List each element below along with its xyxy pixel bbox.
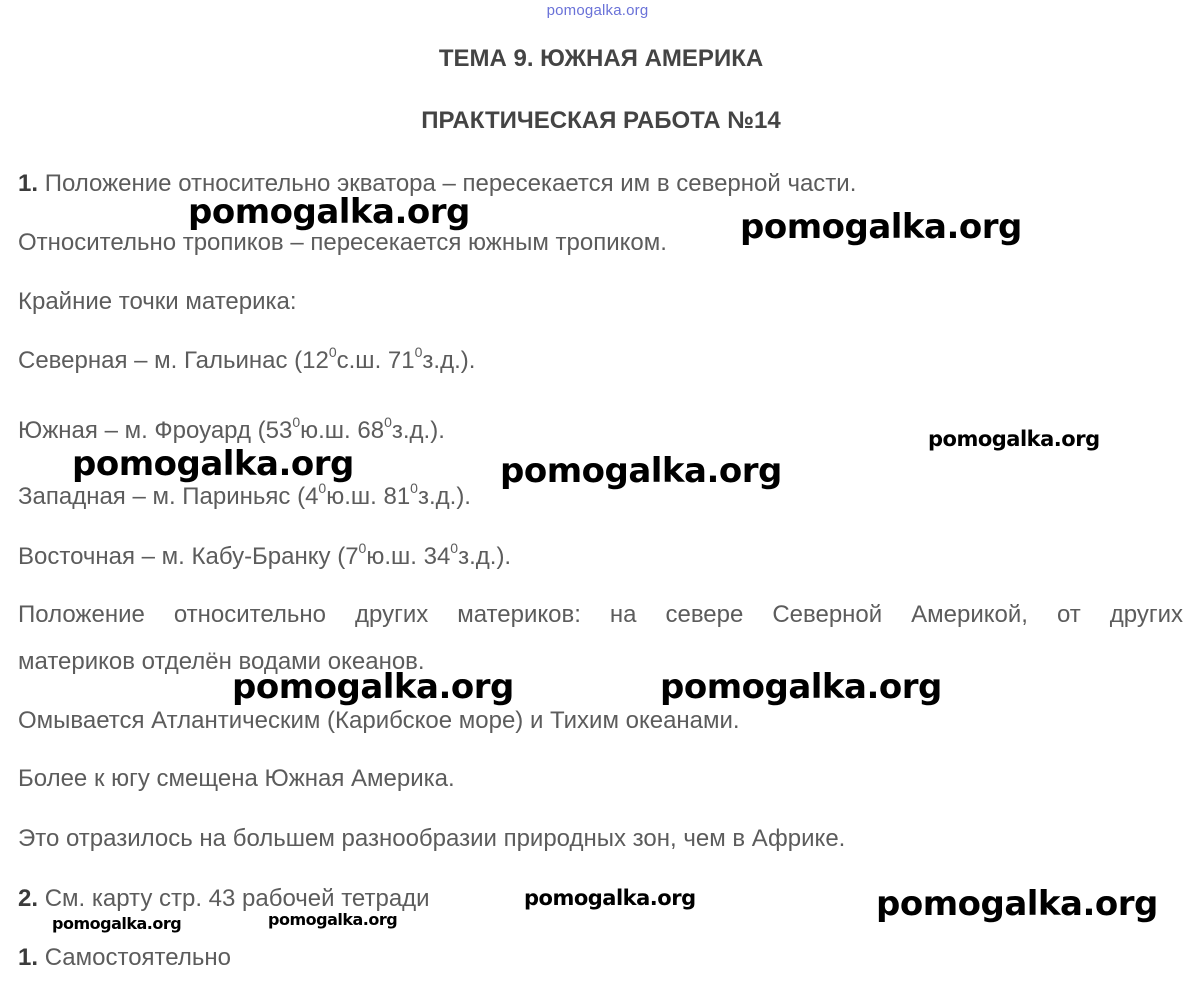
topic-title: ТЕМА 9. ЮЖНАЯ АМЕРИКА — [438, 45, 764, 72]
degree-sign: 0 — [318, 480, 327, 496]
watermark: pomogalka.org — [72, 444, 354, 484]
tropics-line: Относительно тропиков – пересекается южным тропиком. — [18, 229, 667, 256]
watermark: pomogalka.org — [660, 667, 942, 707]
extreme-points-heading: Крайние точки материка: — [18, 288, 297, 315]
degree-sign: 0 — [414, 344, 423, 360]
oceans-line: Омывается Атлантическим (Карибское море) и Тихим океанами. — [18, 707, 740, 734]
question-3-number: 1. — [18, 944, 39, 971]
question-3-text: Самостоятельно — [44, 944, 231, 971]
watermark: pomogalka.org — [268, 910, 398, 929]
question-1-number: 1. — [18, 170, 39, 197]
degree-sign: 0 — [358, 540, 367, 556]
degree-sign: 0 — [410, 480, 418, 496]
watermark: pomogalka.org — [500, 451, 782, 491]
question-3-line — [18, 944, 231, 972]
natural-zones-line: Это отразилось на большем разнообразии природных зон, чем в Африке. — [18, 825, 846, 852]
watermark: pomogalka.org — [188, 192, 470, 232]
question-2-text: См. карту стр. 43 рабочей тетради — [44, 885, 430, 912]
north-point-line: Северная – м. Гальинас ($12^0с.ш$. $71^0з.д$.). — [18, 344, 476, 374]
question-2-line — [18, 885, 430, 913]
watermark: pomogalka.org — [876, 884, 1158, 924]
other-continents-line-1: Положение относительно других материков: на севере Северной Америкой, от других — [18, 601, 1183, 628]
degree-sign: 0 — [328, 344, 337, 360]
east-point-line: Восточная – м. Кабу-Бранку ($7^0ю.ш$. $34^0з.д$.). — [18, 540, 512, 570]
west-point-line: Западная – м. Париньяс ($4^0ю.ш$. $81^0з.д$.). — [18, 480, 471, 510]
watermark: pomogalka.org — [232, 667, 514, 707]
south-shift-line: Более к югу смещена Южная Америка. — [18, 765, 455, 792]
question-1-text: Положение относительно экватора – пересекается им в северной части. — [44, 170, 857, 197]
watermark: pomogalka.org — [52, 914, 182, 933]
watermark: pomogalka.org — [740, 207, 1022, 247]
degree-sign: 0 — [384, 414, 392, 430]
other-continents-line-2: материков отделён водами океанов. — [18, 648, 425, 675]
question-2-number: 2. — [18, 885, 39, 912]
work-title: ПРАКТИЧЕСКАЯ РАБОТА №14 — [421, 107, 781, 134]
site-header-link[interactable]: pomogalka.org — [546, 2, 649, 19]
watermark: pomogalka.org — [928, 427, 1100, 451]
degree-sign: 0 — [292, 414, 301, 430]
south-point-line: Южная – м. Фроуард ($53^0ю.ш$. $68^0з.д$.). — [18, 414, 445, 444]
watermark: pomogalka.org — [524, 886, 696, 910]
degree-sign: 0 — [450, 540, 459, 556]
